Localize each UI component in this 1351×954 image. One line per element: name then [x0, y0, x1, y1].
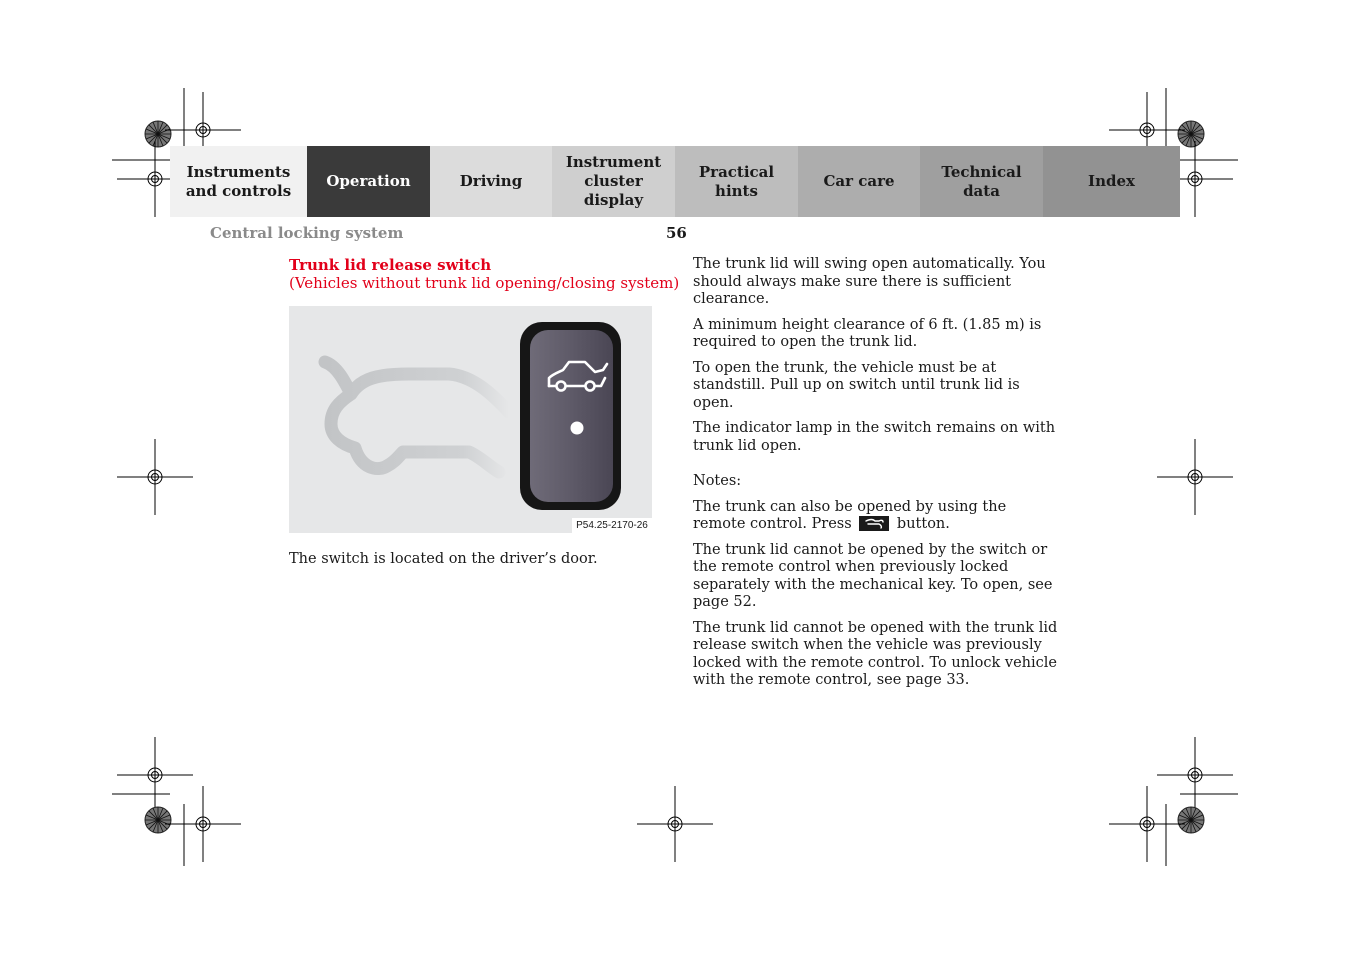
crosshair-mark	[165, 786, 241, 862]
trunk-release-switch	[530, 330, 613, 502]
paragraph: The trunk lid cannot be opened with the trunk lid release switch when the vehicle was previously locked with the remote control. To unlock vehicle with the remote control, see page 33.	[693, 619, 1058, 688]
color-wheel-mark	[1178, 121, 1204, 147]
crosshair-mark	[637, 786, 713, 862]
paragraph: A minimum height clearance of 6 ft. (1.85 m) is required to open the trunk lid.	[693, 316, 1042, 350]
paragraph: The indicator lamp in the switch remains on with trunk lid open.	[693, 420, 1056, 454]
notes-label: Notes:	[693, 473, 742, 489]
car-outline-icon	[325, 362, 509, 472]
right-column	[693, 256, 1063, 698]
color-wheel-mark	[145, 807, 171, 833]
crosshair-mark	[1157, 439, 1233, 515]
paragraph	[693, 499, 1063, 534]
tab-operation[interactable]: Operation	[307, 146, 430, 217]
crosshair-mark	[117, 439, 193, 515]
section-heading: Trunk lid release switch	[289, 256, 492, 274]
paragraph: The trunk lid cannot be opened by the switch or the remote control when previously locked separately with the mechanical key. To open, see page 52.	[693, 541, 1053, 610]
crosshair-mark	[1109, 786, 1185, 862]
tab-car-care[interactable]: Car care	[798, 146, 920, 217]
tab-instruments-and-controls[interactable]: Instruments and controls	[170, 146, 307, 217]
crosshair-mark	[117, 737, 193, 813]
trunk-switch-illustration	[289, 306, 652, 533]
tab-instrument-cluster-display[interactable]: Instrument cluster display	[552, 146, 675, 217]
chapter-nav	[170, 146, 1180, 217]
tab-driving[interactable]: Driving	[430, 146, 552, 217]
page-number: 56	[666, 224, 687, 242]
color-wheel-mark	[1178, 807, 1204, 833]
figure-code: P54.25-2170-26	[572, 518, 652, 533]
section-title: Central locking system	[210, 224, 404, 242]
switch-figure-drawing	[289, 306, 652, 533]
crosshair-mark	[1157, 737, 1233, 813]
section-subheading: (Vehicles without trunk lid opening/closing system)	[289, 274, 680, 292]
paragraph: To open the trunk, the vehicle must be at standstill. Pull up on switch until trunk lid is open.	[693, 359, 1020, 411]
indicator-lamp	[571, 422, 584, 435]
figure-caption: The switch is located on the driver’s door.	[289, 551, 598, 567]
tab-practical-hints[interactable]: Practical hints	[675, 146, 798, 217]
tab-technical-data[interactable]: Technical data	[920, 146, 1043, 217]
color-wheel-mark	[145, 121, 171, 147]
remote-trunk-key-icon	[859, 516, 889, 531]
paragraph-text: button.	[896, 516, 950, 532]
paragraph: The trunk lid will swing open automatically. You should always make sure there is sufficient clearance.	[693, 256, 1046, 307]
tab-index[interactable]: Index	[1043, 146, 1180, 217]
paragraph-text: The trunk can also be opened by using the remote control. Press	[693, 498, 1007, 532]
